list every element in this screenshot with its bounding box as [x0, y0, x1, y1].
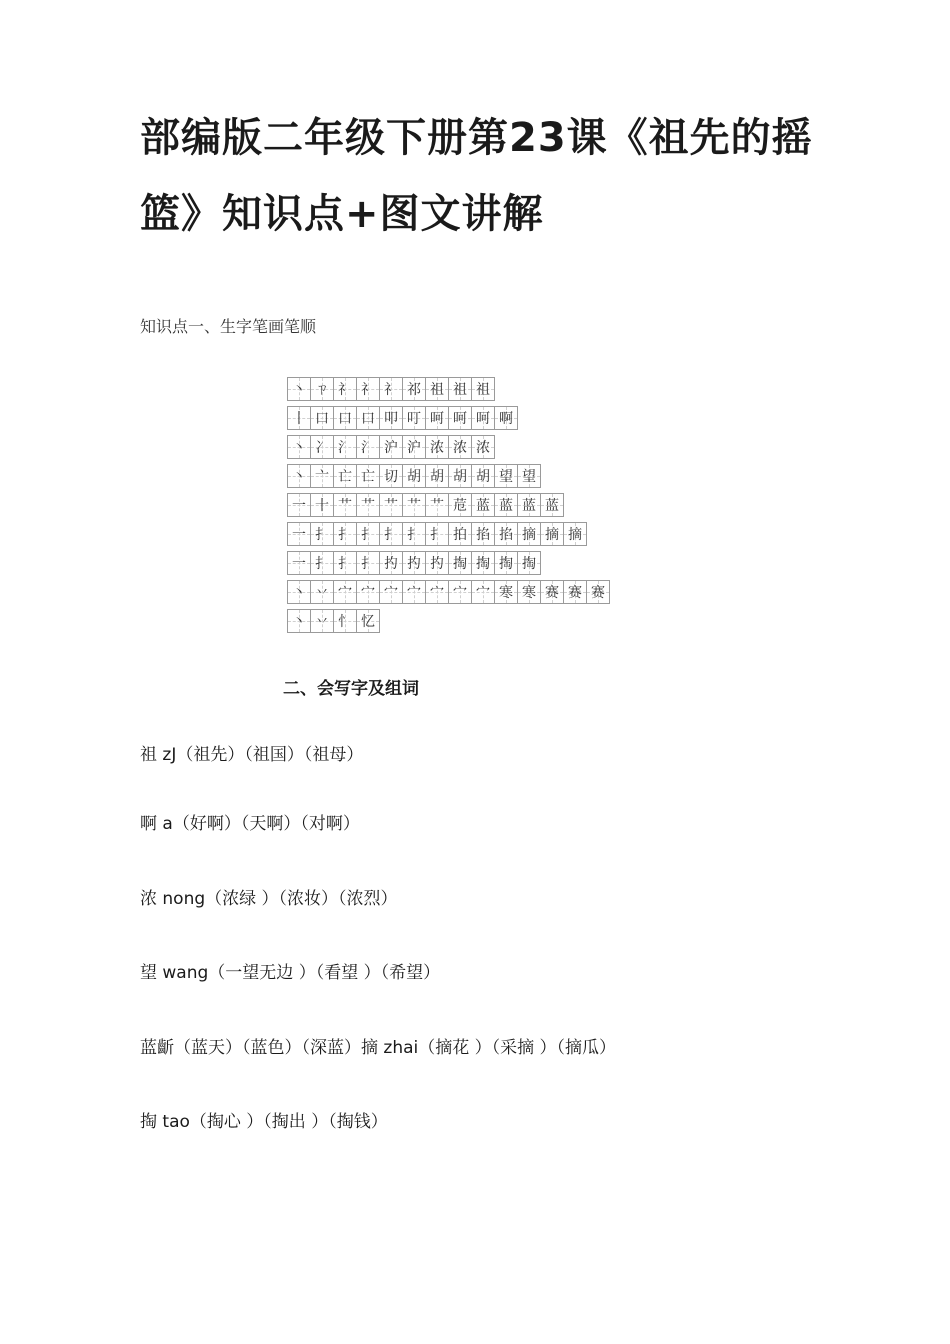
stroke-cell [356, 580, 380, 604]
stroke-cell [356, 609, 380, 633]
stroke-glyph: 丨 [292, 411, 306, 427]
stroke-glyph: 掏 [499, 556, 513, 572]
stroke-glyph: 扌 [361, 527, 375, 543]
stroke-cell [356, 551, 380, 575]
stroke-glyph: 扚 [384, 556, 398, 572]
stroke-glyph: 呵 [453, 411, 467, 427]
stroke-glyph: 沪 [407, 440, 421, 456]
stroke-glyph: 艹 [361, 498, 375, 514]
stroke-cell [310, 609, 334, 633]
stroke-cell [287, 493, 311, 517]
stroke-glyph: 切 [384, 469, 398, 485]
stroke-cell [310, 551, 334, 575]
stroke-cell [356, 493, 380, 517]
stroke-cell [356, 435, 380, 459]
stroke-glyph: 摘 [522, 527, 536, 543]
stroke-cell [310, 493, 334, 517]
stroke-glyph: 亡 [338, 469, 352, 485]
stroke-glyph: 宀 [361, 585, 375, 601]
stroke-cell [471, 522, 495, 546]
stroke-glyph: 丶 [292, 440, 306, 456]
stroke-glyph: 沪 [384, 440, 398, 456]
stroke-glyph: 一 [292, 498, 306, 514]
stroke-glyph: 祖 [453, 382, 467, 398]
stroke-glyph: 艹 [338, 498, 352, 514]
stroke-glyph: 扌 [338, 556, 352, 572]
stroke-cell [356, 406, 380, 430]
stroke-row [287, 580, 609, 605]
section1-heading: 知识点一、生字笔画笔顺 [140, 317, 317, 336]
stroke-glyph: 胡 [453, 469, 467, 485]
stroke-glyph: 丶 [292, 382, 306, 398]
stroke-cell [402, 406, 426, 430]
stroke-glyph: 掏 [522, 556, 536, 572]
stroke-glyph: 蓝 [476, 498, 490, 514]
stroke-cell [494, 522, 518, 546]
stroke-glyph: 艹 [384, 498, 398, 514]
section2-heading: 二、会写字及组词 [283, 679, 419, 699]
stroke-cell [356, 522, 380, 546]
stroke-cell [425, 580, 449, 604]
stroke-glyph: 忆 [361, 614, 375, 630]
stroke-cell [379, 377, 403, 401]
stroke-cell [310, 464, 334, 488]
stroke-cell [517, 522, 541, 546]
stroke-cell [333, 522, 357, 546]
stroke-glyph: 浓 [453, 440, 467, 456]
stroke-cell [471, 406, 495, 430]
stroke-cell [471, 580, 495, 604]
stroke-glyph: 扌 [315, 527, 329, 543]
stroke-glyph: 口 [338, 411, 352, 427]
stroke-glyph: 赛 [568, 585, 582, 601]
stroke-cell [471, 464, 495, 488]
stroke-glyph: 礻 [384, 382, 398, 398]
stroke-row [287, 522, 609, 547]
stroke-cell [471, 493, 495, 517]
stroke-glyph: 叮 [407, 411, 421, 427]
stroke-cell [310, 406, 334, 430]
stroke-cell [287, 377, 311, 401]
stroke-cell [402, 522, 426, 546]
stroke-glyph: 胡 [476, 469, 490, 485]
stroke-cell [402, 435, 426, 459]
stroke-glyph: 丶 [292, 614, 306, 630]
stroke-cell [333, 377, 357, 401]
stroke-glyph: 口 [361, 411, 375, 427]
stroke-glyph: 一 [292, 527, 306, 543]
stroke-glyph: 扌 [430, 527, 444, 543]
stroke-glyph: 一 [292, 556, 306, 572]
stroke-glyph: 丷 [315, 614, 329, 630]
stroke-cell [310, 580, 334, 604]
stroke-cell [287, 551, 311, 575]
stroke-cell [379, 551, 403, 575]
stroke-cell [402, 551, 426, 575]
stroke-cell [448, 406, 472, 430]
stroke-glyph: 胡 [407, 469, 421, 485]
stroke-cell [379, 464, 403, 488]
stroke-glyph: 冫 [315, 440, 329, 456]
stroke-glyph: 扌 [407, 527, 421, 543]
word-line-tao: 掏 tao（掏心 ）（掏出 ）（掏钱） [140, 1112, 388, 1132]
stroke-cell [402, 377, 426, 401]
stroke-glyph: 呵 [476, 411, 490, 427]
stroke-cell [287, 435, 311, 459]
word-line-nong: 浓 nong（浓绿 ）（浓妆）（浓烈） [140, 889, 398, 909]
stroke-cell [448, 377, 472, 401]
stroke-cell [310, 377, 334, 401]
stroke-cell [379, 493, 403, 517]
stroke-row [287, 551, 609, 576]
stroke-cell [333, 435, 357, 459]
stroke-glyph: 扚 [430, 556, 444, 572]
stroke-glyph: 浓 [430, 440, 444, 456]
stroke-row [287, 464, 609, 489]
stroke-glyph: 呵 [430, 411, 444, 427]
stroke-order-grid [287, 377, 609, 638]
word-line-zu: 祖 zJ（祖先）（祖国）（祖母） [140, 745, 364, 765]
stroke-glyph: 丷 [315, 585, 329, 601]
stroke-cell [310, 522, 334, 546]
stroke-glyph: 望 [499, 469, 513, 485]
stroke-cell [448, 493, 472, 517]
stroke-glyph: 蓝 [522, 498, 536, 514]
stroke-glyph: 口 [315, 411, 329, 427]
stroke-cell [333, 609, 357, 633]
stroke-glyph: 亠 [315, 469, 329, 485]
stroke-glyph: ㄗ [315, 382, 329, 398]
stroke-glyph: 扌 [384, 527, 398, 543]
stroke-glyph: 氵 [361, 440, 375, 456]
stroke-cell [517, 464, 541, 488]
stroke-cell [333, 580, 357, 604]
stroke-glyph: 望 [522, 469, 536, 485]
stroke-glyph: 浓 [476, 440, 490, 456]
stroke-cell [287, 406, 311, 430]
stroke-cell [425, 406, 449, 430]
stroke-glyph: 丶 [292, 469, 306, 485]
stroke-cell [448, 464, 472, 488]
stroke-glyph: 啊 [499, 411, 513, 427]
stroke-cell [586, 580, 610, 604]
stroke-row [287, 406, 609, 431]
stroke-glyph: 亡 [361, 469, 375, 485]
stroke-cell [448, 580, 472, 604]
stroke-cell [356, 377, 380, 401]
stroke-cell [494, 406, 518, 430]
stroke-glyph: 祁 [407, 382, 421, 398]
stroke-cell [563, 522, 587, 546]
stroke-glyph: 忄 [338, 614, 352, 630]
stroke-cell [448, 435, 472, 459]
stroke-cell [563, 580, 587, 604]
stroke-glyph: 宀 [384, 585, 398, 601]
stroke-cell [310, 435, 334, 459]
stroke-cell [494, 464, 518, 488]
stroke-glyph: 叩 [384, 411, 398, 427]
stroke-cell [287, 464, 311, 488]
word-line-a: 啊 a（好啊）（天啊）（对啊） [140, 814, 360, 834]
stroke-glyph: 寒 [522, 585, 536, 601]
stroke-glyph: 艹 [430, 498, 444, 514]
stroke-glyph: 摘 [568, 527, 582, 543]
stroke-glyph: 丶 [292, 585, 306, 601]
stroke-cell [471, 377, 495, 401]
stroke-cell [425, 464, 449, 488]
stroke-glyph: 艹 [407, 498, 421, 514]
stroke-row [287, 609, 609, 634]
stroke-cell [517, 551, 541, 575]
stroke-cell [425, 435, 449, 459]
stroke-glyph: 宀 [430, 585, 444, 601]
stroke-cell [333, 493, 357, 517]
stroke-glyph: 扌 [315, 556, 329, 572]
stroke-glyph: 赛 [545, 585, 559, 601]
stroke-cell [471, 435, 495, 459]
stroke-cell [333, 464, 357, 488]
stroke-cell [402, 493, 426, 517]
stroke-glyph: 蓝 [545, 498, 559, 514]
stroke-glyph: 掏 [476, 556, 490, 572]
stroke-cell [379, 580, 403, 604]
stroke-cell [425, 377, 449, 401]
stroke-cell [402, 464, 426, 488]
stroke-cell [287, 522, 311, 546]
stroke-cell [425, 522, 449, 546]
stroke-cell [540, 493, 564, 517]
stroke-glyph: 礻 [338, 382, 352, 398]
stroke-cell [517, 580, 541, 604]
stroke-cell [494, 551, 518, 575]
stroke-cell [379, 522, 403, 546]
stroke-cell [517, 493, 541, 517]
stroke-glyph: 宀 [453, 585, 467, 601]
stroke-glyph: 扌 [361, 556, 375, 572]
stroke-cell [494, 493, 518, 517]
stroke-glyph: 祖 [476, 382, 490, 398]
stroke-glyph: 氵 [338, 440, 352, 456]
stroke-glyph: 胡 [430, 469, 444, 485]
stroke-glyph: 宀 [476, 585, 490, 601]
stroke-glyph: 宀 [338, 585, 352, 601]
stroke-cell [494, 580, 518, 604]
stroke-glyph: 掐 [499, 527, 513, 543]
stroke-cell [287, 580, 311, 604]
stroke-glyph: 苊 [453, 498, 467, 514]
stroke-glyph: 掏 [453, 556, 467, 572]
document-title: 部编版二年级下册第23课《祖先的摇篮》知识点+图文讲解 [140, 115, 813, 237]
stroke-cell [448, 522, 472, 546]
stroke-row [287, 435, 609, 460]
stroke-cell [448, 551, 472, 575]
stroke-glyph: 宀 [407, 585, 421, 601]
stroke-cell [425, 493, 449, 517]
stroke-cell [333, 406, 357, 430]
stroke-glyph: 扌 [338, 527, 352, 543]
stroke-glyph: 扚 [407, 556, 421, 572]
stroke-cell [425, 551, 449, 575]
stroke-row [287, 377, 609, 402]
stroke-glyph: 十 [315, 498, 329, 514]
word-line-lan-zhai: 蓝齗（蓝天）（蓝色）（深蓝）摘 zhai（摘花 ）（采摘 ）（摘瓜） [140, 1038, 617, 1058]
stroke-cell [379, 406, 403, 430]
stroke-glyph: 摘 [545, 527, 559, 543]
stroke-cell [333, 551, 357, 575]
stroke-glyph: 礻 [361, 382, 375, 398]
stroke-cell [287, 609, 311, 633]
stroke-cell [471, 551, 495, 575]
stroke-cell [540, 580, 564, 604]
word-line-wang: 望 wang（一望无边 ）（看望 ）（希望） [140, 963, 441, 983]
stroke-cell [379, 435, 403, 459]
stroke-glyph: 拍 [453, 527, 467, 543]
stroke-row [287, 493, 609, 518]
stroke-cell [540, 522, 564, 546]
stroke-glyph: 祖 [430, 382, 444, 398]
stroke-glyph: 寒 [499, 585, 513, 601]
stroke-cell [356, 464, 380, 488]
stroke-glyph: 蓝 [499, 498, 513, 514]
stroke-glyph: 掐 [476, 527, 490, 543]
stroke-glyph: 赛 [591, 585, 605, 601]
stroke-cell [402, 580, 426, 604]
